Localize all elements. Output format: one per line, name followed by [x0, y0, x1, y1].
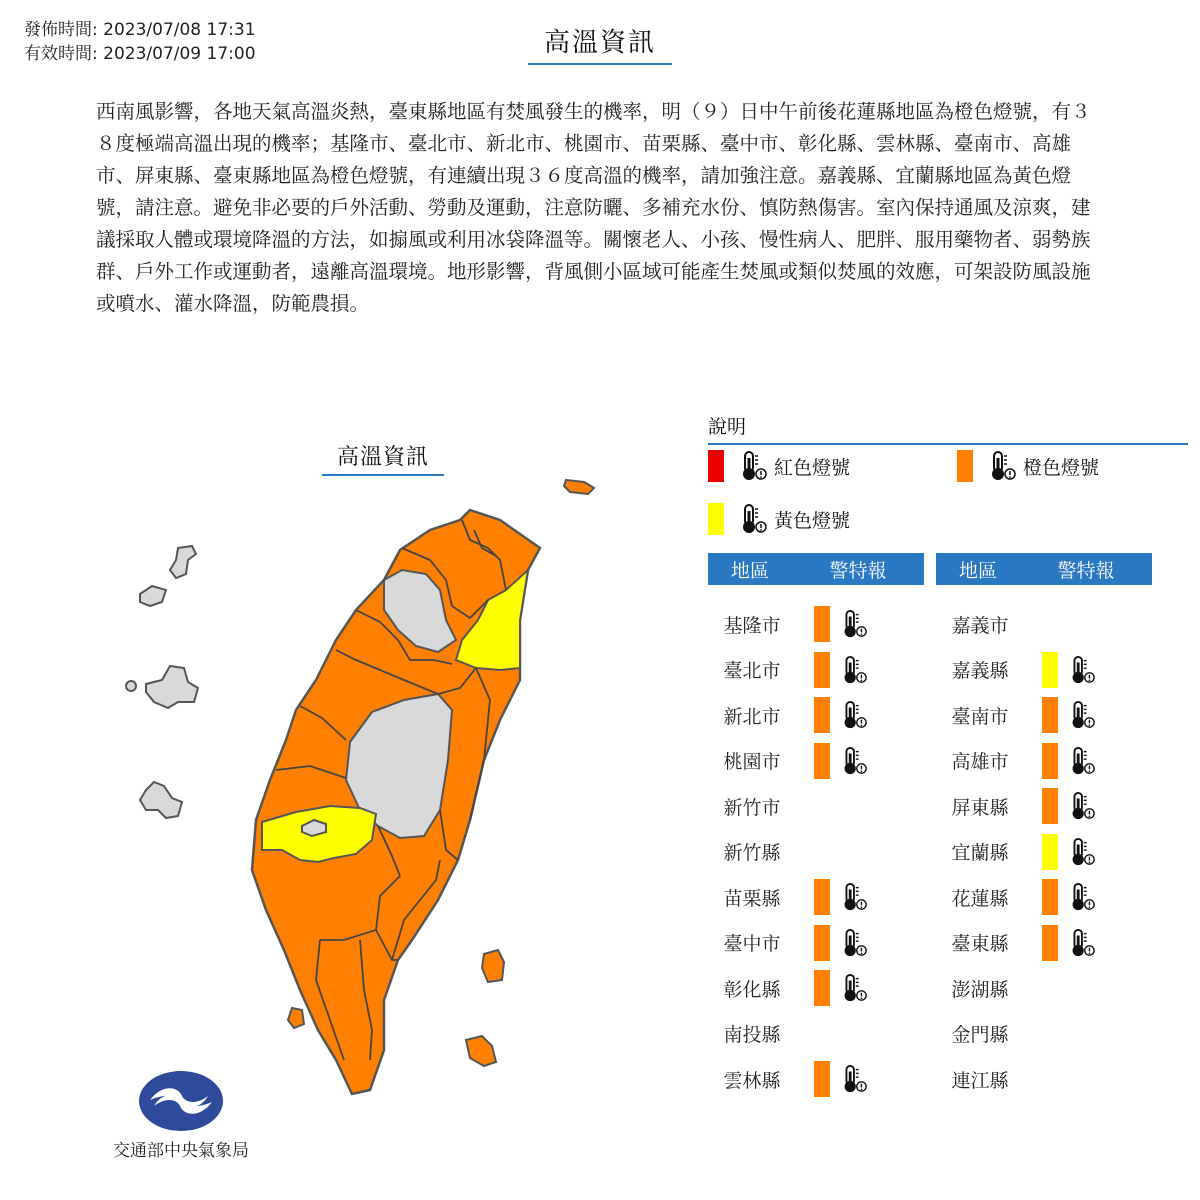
table-row: [708, 1014, 796, 1054]
agency-name: 交通部中央氣象局: [113, 1141, 249, 1161]
table-row: [708, 968, 868, 1008]
region-name: 新竹市: [723, 796, 781, 819]
table-row: [708, 650, 868, 690]
alert-level-orange: [814, 970, 868, 1006]
thermometer-icon: [838, 653, 868, 687]
liuqiu-island: [288, 1008, 304, 1028]
col-alert-header: 警特報: [1057, 559, 1115, 582]
thermometer-icon: [838, 880, 868, 914]
advisory-text: 西南風影響，各地天氣高溫炎熱，臺東縣地區有焚風發生的機率，明（９）日中午前後花蓮縣地區為橙色燈號，有３８度極端高溫出現的機率；基隆市、臺北市、新北市、桃園市、苗栗縣、臺中市、彰化縣、雲林縣、臺南市、高雄市、屏東縣、臺東縣地區為橙色燈號，有連續出現３６度高溫的機率，請加強注意。嘉義縣、宜蘭縣地區為黃色燈號，請注意。避免非必要的戶外活動、勞動及運動，注意防曬、多補充水份、慎防熱傷害。室內保持通風及涼爽，建議採取人體或環境降溫的方法，如搧風或利用冰袋降溫等。關懷老人、小孩、慢性病人、肥胖、服用藥物者、弱勢族群、戶外工作或運動者，遠離高溫環境。地形影響，背風側小區域可能產生焚風或類似焚風的效應，可架設防風設施或噴水、灌水降溫，防範農損。: [96, 100, 1091, 315]
alert-level-orange: [814, 743, 868, 779]
table-row: [708, 923, 868, 963]
region-name: 臺中市: [723, 933, 781, 955]
region-name: 彰化縣: [723, 978, 781, 1001]
legend-red-label: 紅色燈號: [774, 456, 851, 479]
alert-color-bar: [1042, 788, 1058, 824]
alert-level-orange: [1042, 925, 1096, 961]
table-row: [936, 832, 1096, 872]
table-row: [936, 968, 1024, 1008]
alert-level-yellow: [1042, 834, 1096, 870]
penghu-island: [140, 586, 166, 606]
alert-level-orange: [814, 606, 868, 642]
alert-level-yellow: [1042, 652, 1096, 688]
region-name: 雲林縣: [723, 1069, 781, 1092]
region-name: 澎湖縣: [951, 978, 1009, 1001]
yellow-swatch: [708, 503, 724, 535]
alert-level-orange: [1042, 788, 1096, 824]
region-name: 宜蘭縣: [951, 842, 1009, 864]
table-row: [708, 832, 796, 872]
table-row: [936, 923, 1096, 963]
alert-level-orange: [814, 925, 868, 961]
thermometer-icon: [1066, 835, 1096, 869]
alert-color-bar: [1042, 697, 1058, 733]
agency-logo: [96, 1070, 266, 1161]
region-name: 臺南市: [951, 705, 1009, 728]
thermometer-icon: [838, 971, 868, 1005]
alert-level-orange: [814, 652, 868, 688]
region-name: 臺東縣: [951, 933, 1009, 955]
cwb-logo-icon: [138, 1070, 224, 1132]
alert-color-bar: [1042, 925, 1058, 961]
green-island: [482, 950, 504, 982]
alert-color-bar: [814, 925, 830, 961]
col-region-header: 地區: [958, 559, 997, 582]
legend-orange: [957, 450, 1099, 482]
issued-time: 發佈時間: 2023/07/08 17:31: [24, 20, 256, 40]
table-row: [936, 1014, 1024, 1054]
taiwan-map: [0, 380, 690, 1180]
thermometer-icon: [1066, 880, 1096, 914]
penghu-island: [146, 666, 198, 708]
alert-level-orange: [814, 1061, 868, 1097]
penghu-island: [140, 782, 182, 818]
legend-heading: 說明: [708, 412, 1188, 445]
table-row: [708, 695, 868, 735]
thermometer-icon: [736, 450, 768, 482]
map-title: 高溫資訊: [322, 440, 444, 476]
legend-orange-label: 橙色燈號: [1023, 456, 1100, 479]
alert-color-bar: [814, 970, 830, 1006]
alert-color-bar: [1042, 834, 1058, 870]
alert-color-bar: [814, 1061, 830, 1097]
alert-color-bar: [814, 652, 830, 688]
region-name: 臺北市: [723, 660, 781, 682]
valid-time: 有效時間: 2023/07/09 17:00: [24, 44, 256, 64]
table-header-right: [936, 553, 1152, 585]
thermometer-icon: [838, 607, 868, 641]
region-name: 新竹縣: [723, 842, 781, 864]
thermometer-icon: [1066, 789, 1096, 823]
penghu-island: [170, 546, 196, 578]
thermometer-icon: [1066, 744, 1096, 778]
page-title: 高溫資訊: [528, 22, 672, 65]
table-row: [708, 786, 796, 826]
thermometer-icon: [838, 698, 868, 732]
alert-level-orange: [1042, 697, 1096, 733]
region-name: 南投縣: [723, 1024, 781, 1046]
table-row: [708, 604, 868, 644]
red-swatch: [708, 450, 724, 482]
region-name: 苗栗縣: [723, 887, 781, 910]
table-row: [936, 877, 1096, 917]
keelung-islet: [564, 480, 594, 494]
alert-color-bar: [1042, 743, 1058, 779]
thermometer-icon: [1066, 653, 1096, 687]
region-name: 連江縣: [951, 1069, 1009, 1092]
time-info: [24, 18, 256, 66]
table-row: [708, 877, 868, 917]
thermometer-icon: [985, 450, 1017, 482]
alert-color-bar: [1042, 879, 1058, 915]
region-name: 金門縣: [951, 1024, 1009, 1046]
legend-yellow-label: 黃色燈號: [774, 509, 851, 532]
thermometer-icon: [1066, 698, 1096, 732]
alert-color-bar: [814, 697, 830, 733]
region-name: 花蓮縣: [951, 887, 1009, 910]
thermometer-icon: [838, 744, 868, 778]
thermometer-icon: [838, 1062, 868, 1096]
legend-red: [708, 450, 850, 482]
table-row: [936, 1059, 1024, 1099]
penghu-island: [126, 681, 136, 691]
alert-color-bar: [814, 743, 830, 779]
region-name: 嘉義縣: [951, 660, 1009, 682]
table-header-left: [708, 553, 924, 585]
table-row: [708, 1059, 868, 1099]
table-row: [936, 786, 1096, 826]
col-region-header: 地區: [730, 559, 769, 582]
region-name: 屏東縣: [951, 796, 1009, 819]
col-alert-header: 警特報: [829, 559, 887, 582]
orange-swatch: [957, 450, 973, 482]
alert-color-bar: [814, 606, 830, 642]
table-row: [936, 741, 1096, 781]
table-row: [936, 650, 1096, 690]
legend-yellow: [708, 503, 850, 535]
table-row: [936, 604, 1024, 644]
alert-level-orange: [1042, 743, 1096, 779]
thermometer-icon: [736, 503, 768, 535]
alert-level-orange: [814, 879, 868, 915]
alert-color-bar: [1042, 652, 1058, 688]
region-name: 新北市: [723, 705, 781, 728]
thermometer-icon: [1066, 926, 1096, 960]
table-row: [936, 695, 1096, 735]
alert-level-orange: [814, 697, 868, 733]
region-name: 基隆市: [723, 614, 781, 637]
orchid-island: [466, 1036, 496, 1066]
alert-color-bar: [814, 879, 830, 915]
thermometer-icon: [838, 926, 868, 960]
table-row: [708, 741, 868, 781]
alert-level-orange: [1042, 879, 1096, 915]
region-name: 高雄市: [951, 751, 1009, 773]
region-name: 嘉義市: [951, 614, 1009, 637]
region-name: 桃園市: [723, 751, 781, 773]
